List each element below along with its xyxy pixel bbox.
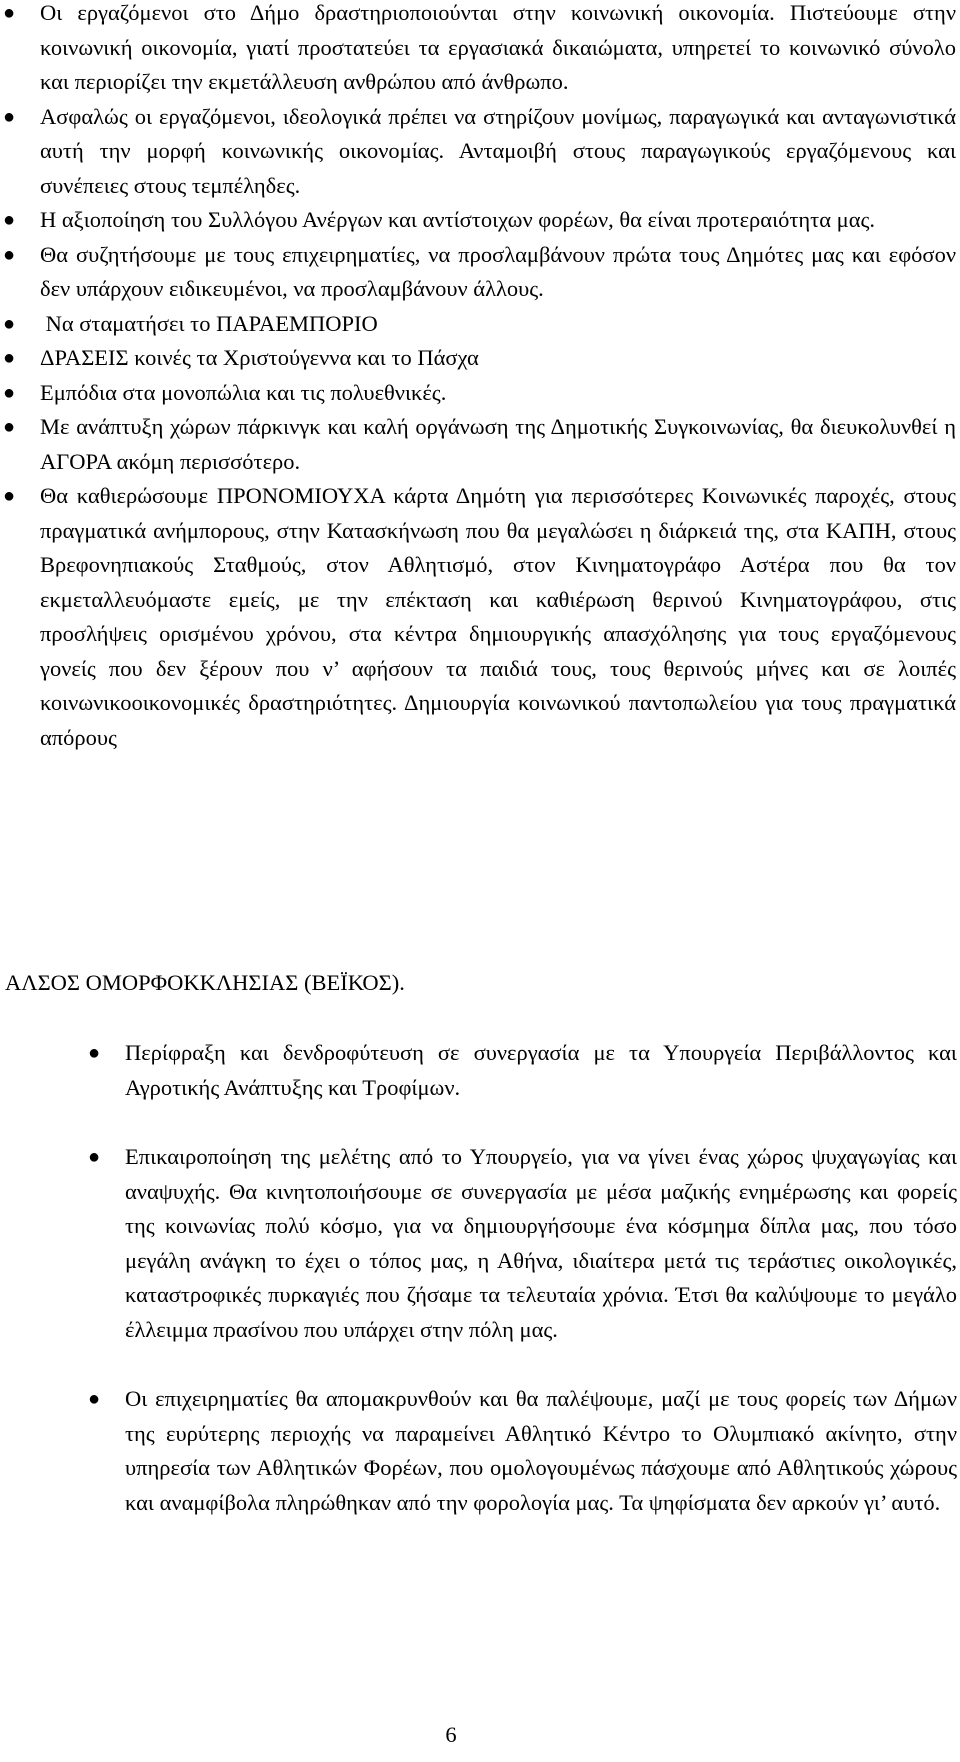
bullet-icon: ● <box>3 105 16 128</box>
list-item-text: Η αξιοποίηση του Συλλόγου Ανέργων και αντίστοιχων φορέων, θα είναι προτεραιότητα μας. <box>40 207 876 232</box>
bullet-icon: ● <box>88 1146 101 1168</box>
list-item <box>3 203 956 238</box>
list-item <box>3 479 956 755</box>
list-item-text: Θα καθιερώσουμε ΠΡΟΝΟΜΙΟΥΧΑ κάρτα Δημότη για περισσότερες Κοινωνικές παροχές, στους πραγματικά ανήμπορους, στην Κατασκήνωση που θα μεγαλώσει η διάρκειά της, στα ΚΑΠΗ, στους Βρεφονηπιακούς Σταθμούς, στον Αθλητισμό, στον Κινηματογράφο Αστέρα που θα τον εκμεταλλευόμαστε εμείς, με την επέκταση και καθιέρωση θερινού Κινηματογράφου, στις προσλήψεις ορισμένου χρόνου, στα κέντρα δημιουργικής απασχόλησης για τους εργαζόμενους γονείς που δεν ξέρουν που ν’ αφήσουν τα παιδιά τους, τους θερινούς μήνες και σε λοιπές κοινωνικοοικονομικές δραστηριότητες. Δημιουργία κοινωνικού παντοπωλείου για τους πραγματικά απόρους <box>40 483 956 750</box>
list-item <box>3 100 956 204</box>
bullet-icon: ● <box>3 209 16 231</box>
list-item-text: Οι επιχειρηματίες θα απομακρυνθούν και θα παλέψουμε, μαζί με τους φορείς των Δήμων της ευρύτερης περιοχής να παραμείνει Αθλητικό Κέντρο το Ολυμπιακό ακίνητο, στην υπηρεσία των Αθλητικών Φορέων, που ομολογουμένως πάσχουμε από Αθλητικούς χώρους και αναμφίβολα πληρώθηκαν από την φορολογία μας. Τα ψηφίσματα δεν αρκούν γι’ αυτό. <box>125 1386 957 1515</box>
bullet-list-alsos <box>0 1036 957 1520</box>
bullet-icon: ● <box>3 381 16 404</box>
list-item-text: Να σταματήσει το ΠΑΡΑΕΜΠΟΡΙΟ <box>40 310 378 336</box>
bullet-icon: ● <box>3 243 16 266</box>
list-item <box>88 1382 957 1520</box>
bullet-list-employment <box>0 0 956 755</box>
bullet-icon: ● <box>88 1388 101 1410</box>
list-item <box>3 238 956 307</box>
page-number: 6 <box>445 1722 457 1747</box>
bullet-icon: ● <box>3 347 16 369</box>
list-item-text: Οι εργαζόμενοι στο Δήμο δραστηριοποιούνται στην κοινωνική οικονομία. Πιστεύουμε στην κοινωνική οικονομία, γιατί προστατεύει τα εργασιακά δικαιώματα, υπηρετεί το κοινωνικό σύνολο και περιορίζει την εκμετάλλευση ανθρώπου από άνθρωπο. <box>40 0 956 94</box>
list-item-text: Εμπόδια στα μονοπώλια και τις πολυεθνικές. <box>40 379 447 405</box>
bullet-icon: ● <box>88 1042 101 1064</box>
bullet-icon: ● <box>3 2 16 24</box>
list-item <box>88 1036 957 1105</box>
list-item <box>3 410 956 479</box>
list-item-text: Περίφραξη και δενδροφύτευση σε συνεργασία με τα Υπουργεία Περιβάλλοντος και Αγροτικής Ανάπτυξης και Τροφίμων. <box>125 1040 957 1100</box>
list-item <box>88 1140 957 1347</box>
bullet-icon: ● <box>3 485 16 507</box>
bullet-icon: ● <box>3 416 16 438</box>
list-item-text: Θα συζητήσουμε με τους επιχειρηματίες, να προσλαμβάνουν πρώτα τους Δημότες μας και εφόσον δεν υπάρχουν ειδικευμένοι, να προσλαμβάνουν άλλους. <box>40 241 956 301</box>
list-item <box>3 307 956 342</box>
list-item-text: Ασφαλώς οι εργαζόμενοι, ιδεολογικά πρέπει να στηρίζουν μονίμως, παραγωγικά και ανταγωνιστικά αυτή την μορφή κοινωνικής οικονομίας. Ανταμοιβή στους παραγωγικούς εργαζόμενους και συνέπειες στους τεμπέληδες. <box>40 103 956 198</box>
section-heading: ΑΛΣΟΣ ΟΜΟΡΦΟΚΚΛΗΣΙΑΣ (ΒΕΪΚΟΣ). <box>5 970 405 995</box>
list-item-text: Με ανάπτυξη χώρων πάρκινγκ και καλή οργάνωση της Δημοτικής Συγκοινωνίας, θα διευκολυνθεί η ΑΓΟΡΑ ακόμη περισσότερο. <box>40 414 956 474</box>
list-item <box>3 0 956 100</box>
list-item-text: ΔΡΑΣΕΙΣ κοινές τα Χριστούγεννα και το Πάσχα <box>40 345 479 370</box>
bullet-icon: ● <box>3 312 16 335</box>
list-item-text: Επικαιροποίηση της μελέτης από το Υπουργείο, για να γίνει ένας χώρος ψυχαγωγίας και αναψυχής. Θα κινητοποιήσουμε σε συνεργασία με μέσα μαζικής ενημέρωσης και φορείς της κοινωνίας πολύ κόσμο, για να δημιουργήσουμε ένα κόσμημα δίπλα μας, που τόσο μεγάλη ανάγκη το έχει ο τόπος μας, η Αθήνα, ιδιαίτερα μετά τις τεράστιες οικολογικές, καταστροφικές πυρκαγιές που ζήσαμε τα τελευταία χρόνια. Έτσι θα καλύψουμε το μεγάλο έλλειμμα πρασίνου που υπάρχει στην πόλη μας. <box>125 1144 957 1342</box>
list-item <box>3 376 956 411</box>
list-item <box>3 341 956 376</box>
